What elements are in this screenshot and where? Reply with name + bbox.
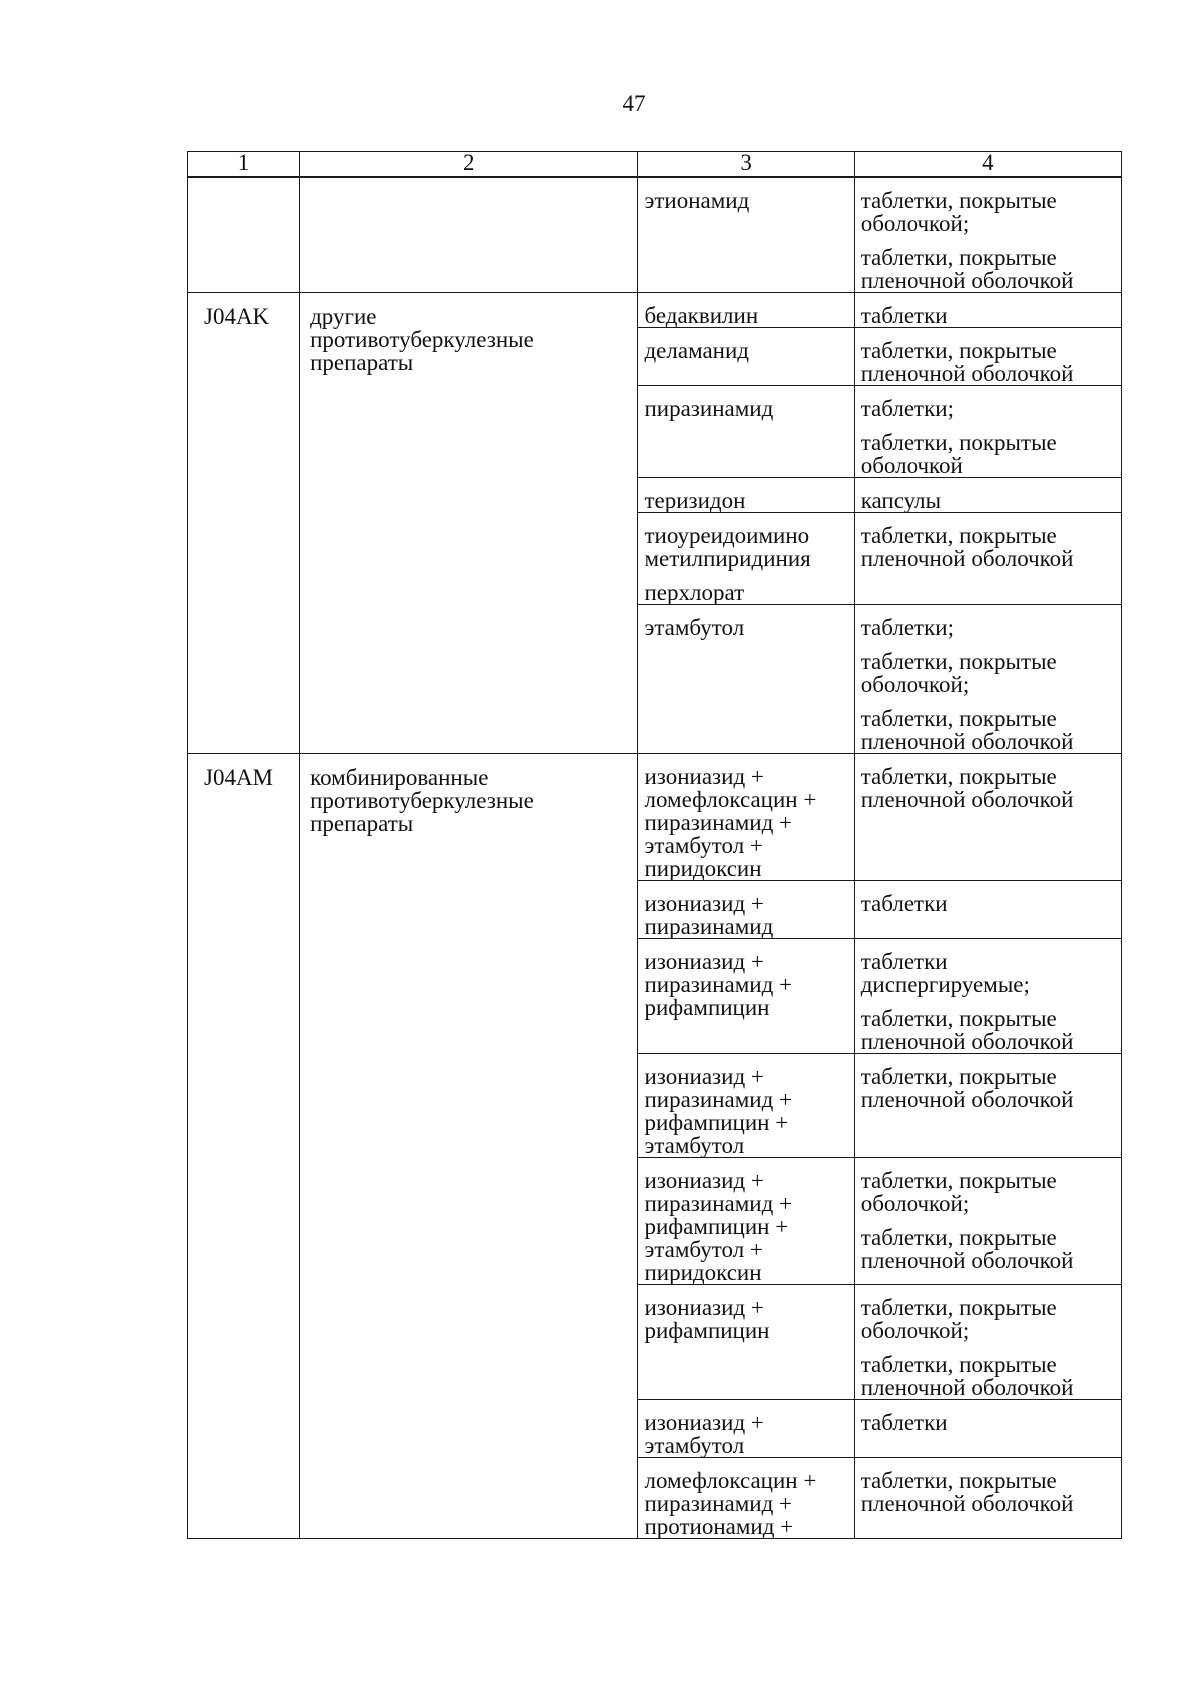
header-row — [188, 152, 1122, 178]
group-name-line: комбинированные — [310, 765, 489, 790]
group-name-cell — [300, 177, 638, 293]
dosage-form-line: таблетки, покрытые — [860, 1064, 1057, 1089]
dosage-form-cell — [854, 513, 1121, 605]
dosage-form-line: таблетки, покрытые — [860, 1352, 1057, 1377]
dosage-form-line: пленочной оболочкой — [860, 1491, 1074, 1516]
dosage-form — [861, 304, 1117, 327]
dosage-form — [861, 397, 1117, 420]
column-header-1: 1 — [188, 152, 300, 178]
group-name-line: препараты — [310, 350, 414, 375]
dosage-form — [861, 489, 1117, 512]
drug-name-cell — [638, 1458, 854, 1539]
dosage-form-line: оболочкой; — [860, 672, 970, 697]
drug-name-line: изониазид + — [644, 1064, 764, 1089]
group-name-line: противотуберкулезные — [310, 788, 534, 813]
group-name-line: другие — [310, 304, 377, 329]
dosage-form-line: пленочной оболочкой — [860, 268, 1074, 293]
dosage-form-line: пленочной оболочкой — [860, 361, 1074, 386]
dosage-form — [861, 1065, 1117, 1111]
dosage-form-cell — [854, 1158, 1121, 1285]
drug-name-line: бедаквилин — [644, 303, 759, 328]
dosage-form — [861, 1296, 1117, 1342]
dosage-form-line: пленочной оболочкой — [860, 1375, 1074, 1400]
drug-name-line: пиридоксин — [644, 1260, 762, 1285]
table-body — [188, 152, 1122, 1539]
drug-name-line: пиридоксин — [644, 856, 762, 881]
medication-table — [187, 151, 1122, 1539]
dosage-form-line: таблетки, покрытые — [860, 188, 1057, 213]
dosage-form-line: пленочной оболочкой — [860, 1029, 1074, 1054]
dosage-form-line: таблетки, покрытые — [860, 649, 1057, 674]
drug-name-line: изониазид + — [644, 1410, 764, 1435]
column-header-2: 2 — [300, 152, 638, 178]
dosage-form-line: оболочкой — [860, 453, 963, 478]
drug-name-line: ломефлоксацин + — [644, 1468, 817, 1493]
drug-name-line: пиразинамид + — [644, 810, 792, 835]
table-row — [188, 177, 1122, 293]
drug-name-line: пиразинамид + — [644, 1191, 792, 1216]
atc-code-cell: J04AK — [188, 293, 300, 754]
drug-name-line: пиразинамид + — [644, 1087, 792, 1112]
dosage-form-line: таблетки, покрытые — [860, 430, 1057, 455]
dosage-form-line: таблетки — [860, 949, 948, 974]
dosage-form-cell — [854, 386, 1121, 478]
dosage-form — [861, 1353, 1117, 1399]
drug-name-line: этамбутол — [644, 1133, 745, 1158]
drug-name-line: пиразинамид — [644, 396, 774, 421]
drug-name-cell — [638, 513, 854, 605]
dosage-form — [861, 431, 1117, 477]
dosage-form-cell — [854, 177, 1121, 293]
dosage-form-line: таблетки, покрытые — [860, 338, 1057, 363]
dosage-form-line: оболочкой; — [860, 1191, 970, 1216]
drug-name-line: изониазид + — [644, 764, 764, 789]
drug-name-cell — [638, 1285, 854, 1400]
dosage-form-line: таблетки; — [860, 615, 954, 640]
drug-name-cell — [638, 754, 854, 881]
dosage-form — [861, 189, 1117, 235]
drug-name-line: рифампицин — [644, 995, 770, 1020]
dosage-form-cell — [854, 328, 1121, 386]
atc-code-cell: J04AM — [188, 754, 300, 1539]
dosage-form — [861, 246, 1117, 292]
dosage-form-cell — [854, 1458, 1121, 1539]
dosage-form-cell — [854, 1285, 1121, 1400]
table-row — [188, 754, 1122, 881]
drug-name-cell — [638, 386, 854, 478]
dosage-form — [861, 1007, 1117, 1053]
drug-name-line: ломефлоксацин + — [644, 787, 817, 812]
dosage-form-line: диспергируемые; — [860, 972, 1030, 997]
dosage-form-cell — [854, 754, 1121, 881]
dosage-form-cell — [854, 1054, 1121, 1158]
drug-name-cell — [638, 1054, 854, 1158]
dosage-form-cell — [854, 293, 1121, 328]
dosage-form-line: пленочной оболочкой — [860, 787, 1074, 812]
dosage-form-line: таблетки, покрытые — [860, 1006, 1057, 1031]
atc-code-cell — [188, 177, 300, 293]
dosage-form-line: таблетки, покрытые — [860, 706, 1057, 731]
dosage-form — [861, 765, 1117, 811]
dosage-form — [861, 339, 1117, 385]
drug-name-line: изониазид + — [644, 949, 764, 974]
dosage-form — [861, 1411, 1117, 1434]
page-number: 47 — [622, 91, 646, 116]
dosage-form-line: таблетки, покрытые — [860, 1168, 1057, 1193]
dosage-form — [861, 892, 1117, 915]
dosage-form — [861, 1169, 1117, 1215]
group-name-cell — [300, 754, 638, 1539]
dosage-form-line: капсулы — [860, 488, 942, 513]
dosage-form-line: таблетки; — [860, 396, 954, 421]
drug-name-line: этамбутол + — [644, 1237, 763, 1262]
dosage-form — [861, 950, 1117, 996]
dosage-form-line: таблетки — [860, 303, 948, 328]
dosage-form — [861, 616, 1117, 639]
drug-name-line: рифампицин + — [644, 1110, 789, 1135]
dosage-form-line: таблетки, покрытые — [860, 1295, 1057, 1320]
drug-name-line: теризидон — [644, 488, 746, 513]
drug-name-line: этамбутол — [644, 1433, 745, 1458]
dosage-form-cell — [854, 1400, 1121, 1458]
column-header-3: 3 — [638, 152, 854, 178]
group-name-line: препараты — [310, 811, 414, 836]
drug-name-line: рифампицин — [644, 1318, 770, 1343]
drug-name-cell — [638, 328, 854, 386]
drug-name-line: пиразинамид + — [644, 1491, 792, 1516]
drug-name-line: протионамид + — [644, 1514, 794, 1539]
table-row — [188, 293, 1122, 328]
column-header-4: 4 — [854, 152, 1121, 178]
dosage-form — [861, 650, 1117, 696]
dosage-form-cell — [854, 478, 1121, 513]
dosage-form-line: пленочной оболочкой — [860, 1087, 1074, 1112]
drug-name-line: этионамид — [644, 188, 750, 213]
drug-name-cell — [638, 478, 854, 513]
dosage-form-line: пленочной оболочкой — [860, 1248, 1074, 1273]
dosage-form-line: таблетки, покрытые — [860, 1468, 1057, 1493]
dosage-form-cell — [854, 881, 1121, 939]
drug-name-cell — [638, 939, 854, 1054]
dosage-form-line: оболочкой; — [860, 211, 970, 236]
drug-name-line: перхлорат — [644, 580, 745, 605]
drug-name-line: пиразинамид — [644, 914, 774, 939]
drug-name-cell — [638, 1158, 854, 1285]
drug-name-line: изониазид + — [644, 1295, 764, 1320]
dosage-form — [861, 707, 1117, 753]
dosage-form-line: пленочной оболочкой — [860, 729, 1074, 754]
dosage-form — [861, 1469, 1117, 1515]
dosage-form — [861, 524, 1117, 570]
drug-name-line: метилпиридиния — [644, 546, 811, 571]
group-name-cell — [300, 293, 638, 754]
drug-name-line: рифампицин + — [644, 1214, 789, 1239]
dosage-form-line: таблетки, покрытые — [860, 764, 1057, 789]
drug-name-line: изониазид + — [644, 1168, 764, 1193]
dosage-form — [861, 1226, 1117, 1272]
drug-name-line: пиразинамид + — [644, 972, 792, 997]
drug-name-line: этамбутол — [644, 615, 745, 640]
dosage-form-line: таблетки — [860, 1410, 948, 1435]
drug-name-line: этамбутол + — [644, 833, 763, 858]
dosage-form-cell — [854, 605, 1121, 754]
drug-name-line: деламанид — [644, 338, 749, 363]
drug-name-line: изониазид + — [644, 891, 764, 916]
drug-name-cell — [638, 605, 854, 754]
dosage-form-line: таблетки — [860, 891, 948, 916]
dosage-form-line: пленочной оболочкой — [860, 546, 1074, 571]
group-name-line: противотуберкулезные — [310, 327, 534, 352]
dosage-form-line: оболочкой; — [860, 1318, 970, 1343]
drug-name-cell — [638, 881, 854, 939]
dosage-form-cell — [854, 939, 1121, 1054]
dosage-form-line: таблетки, покрытые — [860, 245, 1057, 270]
drug-name-line: тиоуреидоимино — [644, 523, 810, 548]
drug-name-cell — [638, 1400, 854, 1458]
dosage-form-line: таблетки, покрытые — [860, 523, 1057, 548]
dosage-form-line: таблетки, покрытые — [860, 1225, 1057, 1250]
drug-name-cell — [638, 177, 854, 293]
drug-name-cell — [638, 293, 854, 328]
